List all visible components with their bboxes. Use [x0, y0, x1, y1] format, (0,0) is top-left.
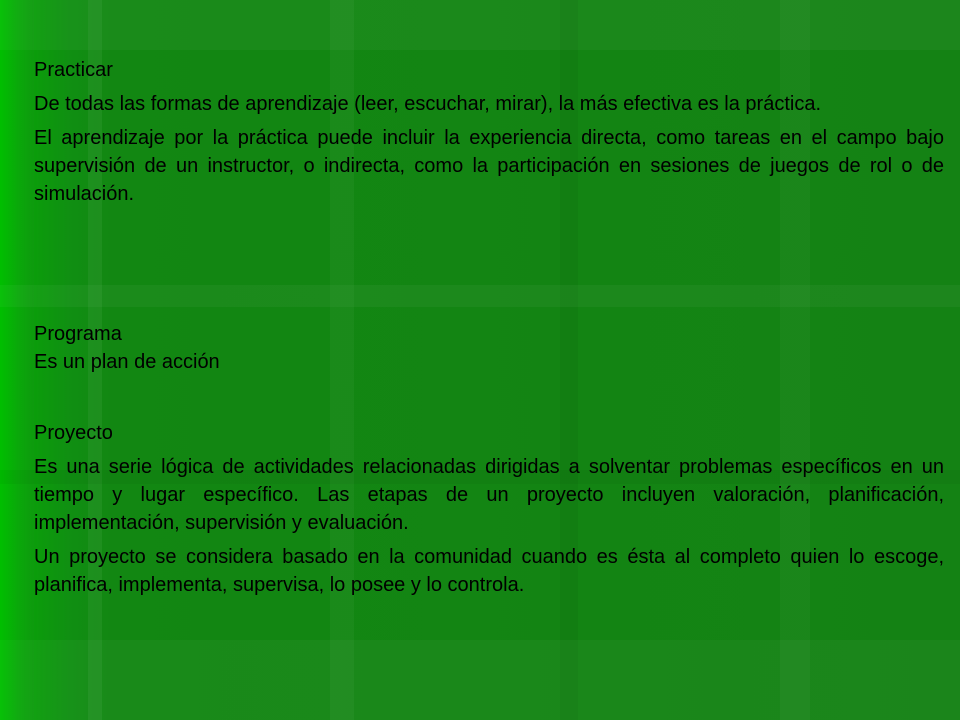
practicar-paragraph-1: De todas las formas de aprendizaje (leer, escuchar, mirar), la más efectiva es la práctica. [34, 93, 822, 115]
background-stripe [0, 0, 960, 50]
programa-section [34, 320, 944, 376]
programa-heading: Programa [34, 323, 122, 345]
proyecto-paragraph-2: Un proyecto se considera basado en la comunidad cuando es ésta al completo quien lo escoge, planifica, implementa, supervisa, lo posee y lo controla. [34, 546, 944, 596]
background-stripe [0, 0, 34, 720]
practicar-paragraph-2: El aprendizaje por la práctica puede incluir la experiencia directa, como tareas en el campo bajo supervisión de un instructor, o indirecta, como la participación en sesiones de juegos de rol o de simulación. [34, 127, 944, 205]
background-stripe [0, 640, 960, 720]
programa-definition: Es un plan de acción [34, 351, 220, 373]
proyecto-section [34, 419, 944, 599]
practicar-heading: Practicar [34, 59, 113, 81]
proyecto-paragraph-1: Es una serie lógica de actividades relacionadas dirigidas a solventar problemas específicos en un tiempo y lugar específico. Las etapas de un proyecto incluyen valoración, planificación, implementación, supervisión y evaluación. [34, 456, 944, 534]
practicar-section [34, 56, 944, 208]
proyecto-heading: Proyecto [34, 422, 113, 444]
background-stripe [0, 285, 960, 307]
